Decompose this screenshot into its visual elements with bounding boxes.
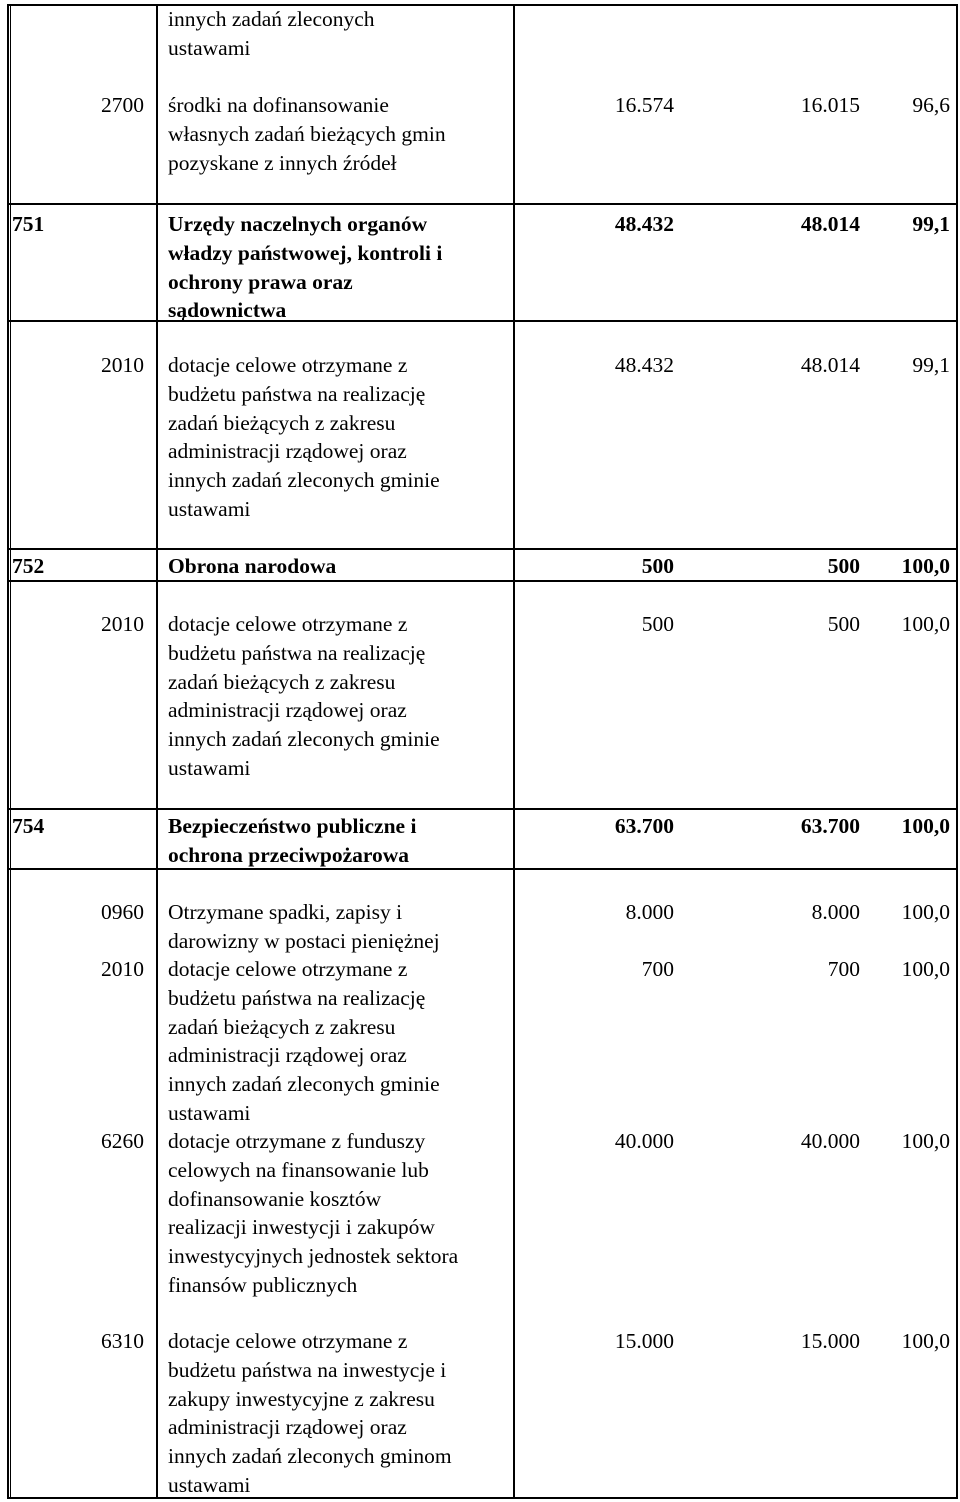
row7a-description <box>168 898 513 956</box>
row3-plan: 48.432 <box>614 353 674 377</box>
row7d-line: zakupy inwestycyjne z zakresu <box>168 1386 435 1411</box>
row7d-line: ustawami <box>168 1472 251 1497</box>
row5-plan: 500 <box>641 612 674 636</box>
row7c-line: dofinansowanie kosztów <box>168 1186 382 1211</box>
row3-paragraph: 2010 <box>101 353 144 377</box>
row-divider-5 <box>7 808 958 810</box>
row3-line: administracji rządowej oraz <box>168 439 407 464</box>
row7a-percent: 100,0 <box>901 900 950 924</box>
row7c-paragraph: 6260 <box>101 1129 144 1153</box>
row5-line: budżetu państwa na realizację <box>168 640 426 665</box>
row7d-percent: 100,0 <box>901 1329 950 1353</box>
row5-description <box>168 610 513 783</box>
row7c-plan: 40.000 <box>614 1129 674 1153</box>
row7c-wykonanie: 40.000 <box>800 1129 860 1153</box>
row7b-line: budżetu państwa na realizację <box>168 985 426 1010</box>
row1-plan: 16.574 <box>614 93 674 117</box>
row1-line: pozyskane z innych źródeł <box>168 150 397 175</box>
row2-line: sądownictwa <box>168 298 287 323</box>
row1-percent: 96,6 <box>912 93 950 117</box>
row3-percent: 99,1 <box>912 353 950 377</box>
row7b-plan: 700 <box>641 957 674 981</box>
row7d-line: innych zadań zleconych gminom <box>168 1444 452 1469</box>
row7c-description <box>168 1127 513 1300</box>
row7c-percent: 100,0 <box>901 1129 950 1153</box>
row4-description: Obrona narodowa <box>168 554 337 578</box>
row7c-line: dotacje otrzymane z funduszy <box>168 1129 426 1153</box>
row4-plan: 500 <box>641 554 674 578</box>
row5-line: ustawami <box>168 755 251 780</box>
row7b-line: innych zadań zleconych gminie <box>168 1072 440 1097</box>
row3-line: zadań bieżących z zakresu <box>168 410 396 435</box>
row4-wykonanie: 500 <box>827 554 860 578</box>
row1-line: własnych zadań bieżących gmin <box>168 121 446 146</box>
table-border-left <box>7 4 9 1498</box>
row7d-line: dotacje celowe otrzymane z <box>168 1329 408 1353</box>
row3-wykonanie: 48.014 <box>800 353 860 377</box>
row7d-plan: 15.000 <box>614 1329 674 1353</box>
row-divider-3 <box>7 548 958 550</box>
row2-plan: 48.432 <box>614 212 674 236</box>
row7d-wykonanie: 15.000 <box>800 1329 860 1353</box>
row5-wykonanie: 500 <box>827 612 860 636</box>
row2-dzial: 751 <box>12 212 45 236</box>
row3-line: budżetu państwa na realizację <box>168 381 426 406</box>
table-border-col2 <box>513 4 515 1498</box>
row6-dzial: 754 <box>12 814 45 838</box>
row6-description <box>168 812 513 870</box>
row1-paragraph: 2700 <box>101 93 144 117</box>
row4-percent: 100,0 <box>901 554 950 578</box>
row6-percent: 100,0 <box>901 814 950 838</box>
row1-line: środki na dofinansowanie <box>168 93 389 117</box>
row2-line: władzy państwowej, kontroli i <box>168 240 443 265</box>
row7d-line: administracji rządowej oraz <box>168 1415 407 1440</box>
row2-line: ochrony prawa oraz <box>168 269 353 294</box>
row5-percent: 100,0 <box>901 612 950 636</box>
row7d-description <box>168 1327 513 1500</box>
row6-plan: 63.700 <box>614 814 674 838</box>
row7a-line: darowizny w postaci pieniężnej <box>168 928 440 953</box>
row1-description <box>168 91 513 177</box>
row1-wykonanie: 16.015 <box>800 93 860 117</box>
row0-line: innych zadań zleconych <box>168 7 375 31</box>
row5-line: zadań bieżących z zakresu <box>168 669 396 694</box>
table-border-right <box>956 4 958 1498</box>
row2-description <box>168 210 513 325</box>
row7b-line: zadań bieżących z zakresu <box>168 1014 396 1039</box>
row6-line: ochrona przeciwpożarowa <box>168 842 410 867</box>
row6-line: Bezpieczeństwo publiczne i <box>168 814 417 838</box>
row7b-line: dotacje celowe otrzymane z <box>168 957 408 981</box>
row-divider-1 <box>7 203 958 205</box>
row7a-plan: 8.000 <box>625 900 674 924</box>
row0-description <box>168 5 513 63</box>
row5-paragraph: 2010 <box>101 612 144 636</box>
row7c-line: finansów publicznych <box>168 1272 358 1297</box>
row7b-wykonanie: 700 <box>827 957 860 981</box>
row7b-line: administracji rządowej oraz <box>168 1043 407 1068</box>
row3-description <box>168 351 513 524</box>
row3-line: ustawami <box>168 496 251 521</box>
row2-wykonanie: 48.014 <box>800 212 860 236</box>
row0-line: ustawami <box>168 35 251 60</box>
row7b-paragraph: 2010 <box>101 957 144 981</box>
row2-percent: 99,1 <box>912 212 950 236</box>
row7c-line: realizacji inwestycji i zakupów <box>168 1215 435 1240</box>
row7d-paragraph: 6310 <box>101 1329 144 1353</box>
table-border-col0b <box>10 4 11 1498</box>
row7b-percent: 100,0 <box>901 957 950 981</box>
table-border-col1 <box>156 4 158 1498</box>
row7d-line: budżetu państwa na inwestycje i <box>168 1357 447 1382</box>
row7c-line: celowych na finansowanie lub <box>168 1157 429 1182</box>
row7c-line: inwestycyjnych jednostek sektora <box>168 1244 459 1269</box>
row3-line: dotacje celowe otrzymane z <box>168 353 408 377</box>
row5-line: dotacje celowe otrzymane z <box>168 612 408 636</box>
row2-line: Urzędy naczelnych organów <box>168 212 428 236</box>
row5-line: administracji rządowej oraz <box>168 698 407 723</box>
row7a-paragraph: 0960 <box>101 900 144 924</box>
row7b-line: ustawami <box>168 1100 251 1125</box>
row3-line: innych zadań zleconych gminie <box>168 468 440 493</box>
row5-line: innych zadań zleconych gminie <box>168 727 440 752</box>
row4-dzial: 752 <box>12 554 45 578</box>
row7a-line: Otrzymane spadki, zapisy i <box>168 900 403 924</box>
row7b-description <box>168 955 513 1128</box>
row6-wykonanie: 63.700 <box>800 814 860 838</box>
row7a-wykonanie: 8.000 <box>811 900 860 924</box>
